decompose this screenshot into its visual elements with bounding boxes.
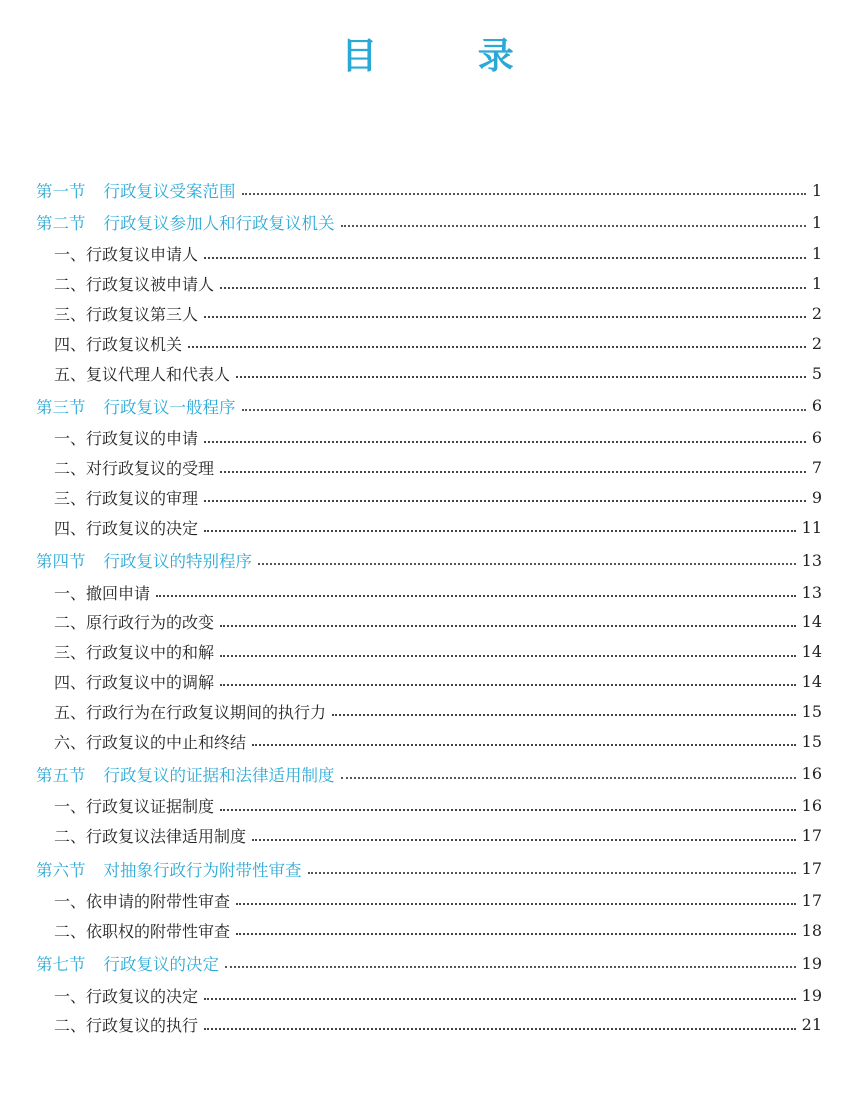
toc-page-number: 16 bbox=[801, 764, 822, 784]
toc-section-title: 行政复议参加人和行政复议机关 bbox=[103, 214, 335, 233]
toc-item-row[interactable] bbox=[36, 637, 822, 667]
toc-leader-dots bbox=[188, 340, 806, 348]
toc-item-label: 一、撤回申请 bbox=[54, 583, 151, 603]
toc-page-number: 18 bbox=[801, 920, 822, 940]
toc-page-number: 14 bbox=[801, 612, 822, 632]
toc-item-label: 二、依职权的附带性审查 bbox=[54, 921, 231, 941]
toc-item-row[interactable] bbox=[36, 726, 822, 756]
toc-item-label: 一、行政复议的决定 bbox=[54, 986, 199, 1006]
toc-item-row[interactable] bbox=[36, 577, 822, 607]
toc-item-label: 三、行政复议中的和解 bbox=[54, 643, 215, 663]
toc-section-row[interactable] bbox=[36, 544, 822, 576]
toc-page-number: 2 bbox=[811, 333, 822, 353]
toc-page-number: 15 bbox=[801, 701, 822, 721]
page-title: 目 录 bbox=[341, 36, 558, 77]
toc-leader-dots bbox=[220, 803, 796, 811]
toc-item-row[interactable] bbox=[36, 821, 822, 851]
toc-page-number: 17 bbox=[801, 859, 822, 879]
toc-leader-dots bbox=[204, 251, 806, 259]
toc-item-row[interactable] bbox=[36, 512, 822, 542]
toc-item-row[interactable] bbox=[36, 483, 822, 513]
table-of-contents bbox=[36, 174, 822, 1040]
toc-section-label bbox=[36, 210, 335, 234]
toc-section-row[interactable] bbox=[36, 206, 822, 238]
toc-page-number: 1 bbox=[811, 274, 822, 294]
toc-section-number: 第六节 bbox=[36, 860, 86, 880]
toc-page-number: 15 bbox=[801, 731, 822, 751]
toc-section-row[interactable] bbox=[36, 758, 822, 790]
toc-page-number: 17 bbox=[801, 826, 822, 846]
toc-section-title: 行政复议的证据和法律适用制度 bbox=[103, 765, 335, 785]
toc-leader-dots bbox=[236, 927, 796, 935]
toc-page-number: 19 bbox=[801, 953, 822, 973]
toc-page-number: 1 bbox=[811, 180, 822, 200]
toc-leader-dots bbox=[220, 619, 796, 627]
toc-item-label: 六、行政复议的中止和终结 bbox=[54, 732, 247, 752]
toc-page-number: 1 bbox=[811, 244, 822, 264]
toc-leader-dots bbox=[332, 708, 796, 716]
toc-item-label: 四、行政复议的决定 bbox=[54, 518, 199, 538]
toc-item-row[interactable] bbox=[36, 791, 822, 821]
toc-leader-dots bbox=[242, 187, 806, 195]
toc-section-row[interactable] bbox=[36, 174, 822, 206]
toc-section-label bbox=[36, 857, 302, 881]
toc-item-label: 二、行政复议法律适用制度 bbox=[54, 827, 247, 847]
toc-item-row[interactable] bbox=[36, 269, 822, 299]
toc-page-number: 2 bbox=[811, 303, 822, 323]
toc-section-row[interactable] bbox=[36, 853, 822, 885]
toc-page-number: 5 bbox=[811, 363, 822, 383]
toc-item-row[interactable] bbox=[36, 915, 822, 945]
toc-page-number: 16 bbox=[801, 796, 822, 816]
toc-section-number: 第三节 bbox=[36, 397, 86, 417]
toc-page-number: 14 bbox=[801, 671, 822, 691]
toc-section-row[interactable] bbox=[36, 947, 822, 979]
toc-page-number: 9 bbox=[811, 487, 822, 507]
toc-item-row[interactable] bbox=[36, 696, 822, 726]
toc-item-row[interactable] bbox=[36, 667, 822, 697]
toc-page-number: 21 bbox=[801, 1015, 822, 1035]
toc-leader-dots bbox=[156, 589, 796, 597]
toc-item-label: 二、对行政复议的受理 bbox=[54, 459, 215, 479]
toc-section-label bbox=[36, 762, 335, 786]
toc-item-label: 二、行政复议的执行 bbox=[54, 1016, 199, 1036]
toc-page-number: 1 bbox=[811, 212, 822, 232]
toc-leader-dots bbox=[242, 403, 806, 411]
toc-item-label: 三、行政复议的审理 bbox=[54, 488, 199, 508]
toc-section-number: 第五节 bbox=[36, 765, 86, 785]
toc-page-number: 6 bbox=[811, 428, 822, 448]
toc-section-row[interactable] bbox=[36, 390, 822, 422]
toc-leader-dots bbox=[220, 281, 806, 289]
toc-section-label bbox=[36, 178, 236, 202]
toc-item-label: 二、原行政行为的改变 bbox=[54, 613, 215, 633]
toc-leader-dots bbox=[258, 557, 796, 565]
toc-section-label bbox=[36, 394, 236, 418]
toc-page-number: 11 bbox=[801, 517, 822, 537]
toc-item-label: 一、依申请的附带性审查 bbox=[54, 891, 231, 911]
toc-page-number: 7 bbox=[811, 458, 822, 478]
toc-section-title: 行政复议受案范围 bbox=[103, 182, 236, 201]
toc-item-row[interactable] bbox=[36, 980, 822, 1010]
toc-item-row[interactable] bbox=[36, 1010, 822, 1040]
toc-item-row[interactable] bbox=[36, 453, 822, 483]
toc-leader-dots bbox=[236, 897, 796, 905]
toc-item-label: 一、行政复议的申请 bbox=[54, 429, 199, 449]
toc-leader-dots bbox=[204, 494, 806, 502]
toc-leader-dots bbox=[204, 524, 796, 532]
toc-leader-dots bbox=[220, 649, 796, 657]
toc-page-number: 14 bbox=[801, 642, 822, 662]
toc-item-row[interactable] bbox=[36, 299, 822, 329]
toc-item-row[interactable] bbox=[36, 423, 822, 453]
toc-item-label: 三、行政复议第三人 bbox=[54, 304, 199, 324]
toc-leader-dots bbox=[204, 992, 796, 1000]
toc-leader-dots bbox=[204, 435, 806, 443]
toc-section-number: 第七节 bbox=[36, 955, 86, 975]
toc-section-title: 行政复议的决定 bbox=[103, 955, 219, 975]
toc-leader-dots bbox=[204, 1022, 796, 1030]
toc-section-number: 第二节 bbox=[36, 214, 86, 233]
toc-page-number: 13 bbox=[801, 582, 822, 602]
toc-leader-dots bbox=[252, 738, 796, 746]
toc-item-label: 四、行政复议机关 bbox=[54, 334, 183, 354]
toc-leader-dots bbox=[308, 866, 796, 874]
toc-item-row[interactable] bbox=[36, 239, 822, 269]
toc-section-label bbox=[36, 548, 252, 572]
toc-section-title: 行政复议的特别程序 bbox=[103, 552, 252, 572]
toc-leader-dots bbox=[341, 771, 796, 779]
toc-item-label: 五、复议代理人和代表人 bbox=[54, 364, 231, 384]
toc-page-number: 19 bbox=[801, 985, 822, 1005]
toc-page-number: 17 bbox=[801, 890, 822, 910]
toc-leader-dots bbox=[220, 678, 796, 686]
toc-leader-dots bbox=[252, 833, 796, 841]
toc-leader-dots bbox=[341, 219, 806, 227]
toc-item-label: 五、行政行为在行政复议期间的执行力 bbox=[54, 702, 327, 722]
toc-item-row[interactable] bbox=[36, 328, 822, 358]
toc-leader-dots bbox=[220, 465, 806, 473]
toc-item-row[interactable] bbox=[36, 358, 822, 388]
toc-leader-dots bbox=[204, 310, 806, 318]
toc-leader-dots bbox=[225, 960, 796, 968]
toc-page-number: 6 bbox=[811, 396, 822, 416]
toc-item-label: 四、行政复议中的调解 bbox=[54, 672, 215, 692]
toc-section-title: 对抽象行政行为附带性审查 bbox=[103, 860, 302, 880]
toc-item-label: 一、行政复议证据制度 bbox=[54, 797, 215, 817]
toc-item-label: 二、行政复议被申请人 bbox=[54, 275, 215, 295]
toc-section-number: 第一节 bbox=[36, 182, 86, 201]
toc-section-label bbox=[36, 951, 219, 975]
toc-leader-dots bbox=[236, 370, 806, 378]
toc-item-label: 一、行政复议申请人 bbox=[54, 245, 199, 265]
toc-section-number: 第四节 bbox=[36, 552, 86, 572]
toc-section-title: 行政复议一般程序 bbox=[103, 397, 236, 417]
toc-item-row[interactable] bbox=[36, 886, 822, 916]
toc-page-number: 13 bbox=[801, 550, 822, 570]
toc-item-row[interactable] bbox=[36, 607, 822, 637]
